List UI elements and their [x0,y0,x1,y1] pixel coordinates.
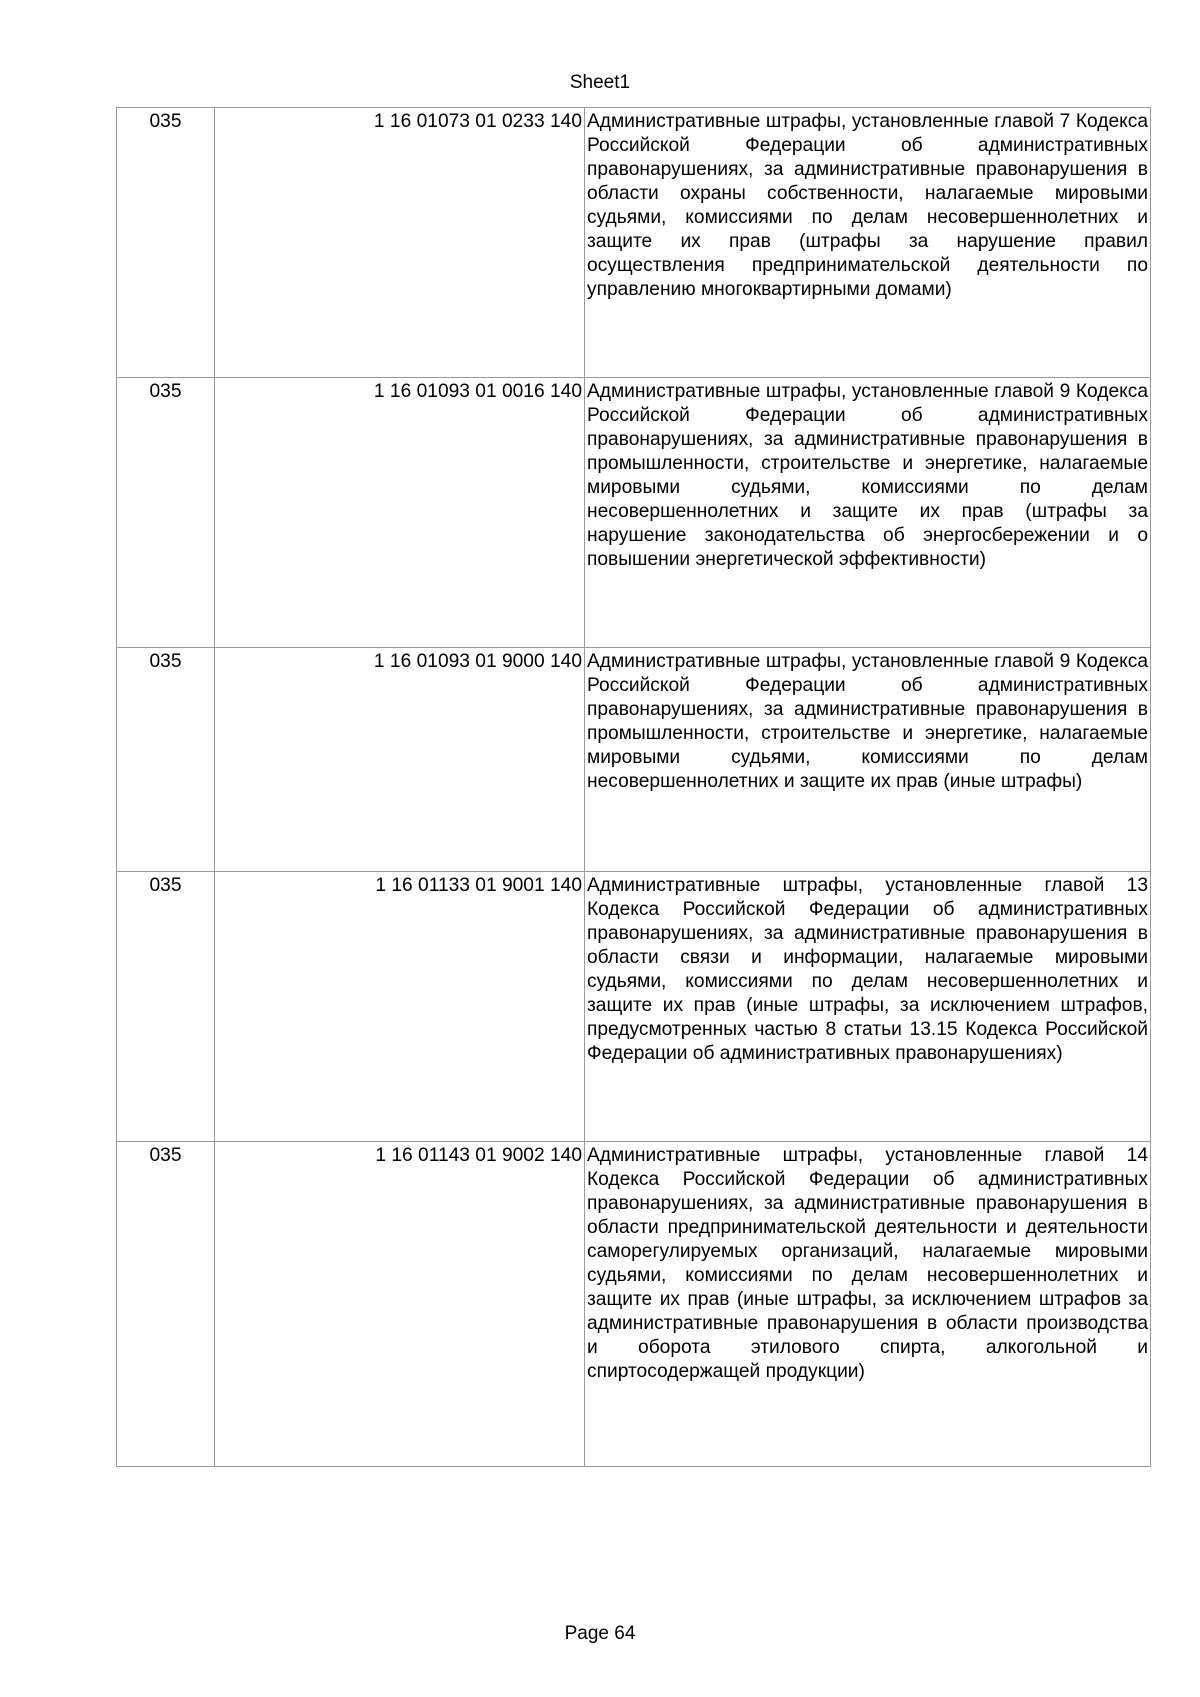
table-row [117,108,1151,378]
admin-code-cell: 035 [117,108,215,378]
kbk-code-cell: 1 16 01093 01 9000 140 [215,648,585,872]
description-cell: Административные штрафы, установленные главой 14 Кодекса Российской Федерации об административных правонарушениях, за административные правонарушения в области предпринимательской деятельности и деятельности саморегулируемых организаций, налагаемые мировыми судьями, комиссиями по делам несовершеннолетних и защите их прав (иные штрафы, за исключением штрафов за административные правонарушения в области производства и оборота этилового спирта, алкогольной и спиртосодержащей продукции) [585,1142,1151,1467]
description-cell: Административные штрафы, установленные главой 9 Кодекса Российской Федерации об административных правонарушениях, за административные правонарушения в промышленности, строительстве и энергетике, налагаемые мировыми судьями, комиссиями по делам несовершеннолетних и защите их прав (штрафы за нарушение законодательства об энергосбережении и о повышении энергетической эффективности) [585,378,1151,648]
table-row [117,378,1151,648]
kbk-code-cell: 1 16 01073 01 0233 140 [215,108,585,378]
admin-code-cell: 035 [117,378,215,648]
page-number: Page 64 [564,1623,636,1644]
sheet-title: Sheet1 [569,72,631,93]
kbk-code-cell: 1 16 01133 01 9001 140 [215,872,585,1142]
description-cell: Административные штрафы, установленные главой 9 Кодекса Российской Федерации об административных правонарушениях, за административные правонарушения в промышленности, строительстве и энергетике, налагаемые мировыми судьями, комиссиями по делам несовершеннолетних и защите их прав (иные штрафы) [585,648,1151,872]
kbk-code-cell: 1 16 01143 01 9002 140 [215,1142,585,1467]
admin-code-cell: 035 [117,872,215,1142]
description-cell: Административные штрафы, установленные главой 13 Кодекса Российской Федерации об административных правонарушениях, за административные правонарушения в области связи и информации, налагаемые мировыми судьями, комиссиями по делам несовершеннолетних и защите их прав (иные штрафы, за исключением штрафов, предусмотренных частью 8 статьи 13.15 Кодекса Российской Федерации об административных правонарушениях) [585,872,1151,1142]
admin-code-cell: 035 [117,648,215,872]
table-row [117,1142,1151,1467]
table-row [117,872,1151,1142]
description-cell: Административные штрафы, установленные главой 7 Кодекса Российской Федерации об административных правонарушениях, за административные правонарушения в области охраны собственности, налагаемые мировыми судьями, комиссиями по делам несовершеннолетних и защите их прав (штрафы за нарушение правил осуществления предпринимательской деятельности по управлению многоквартирными домами) [585,108,1151,378]
budget-classification-table [116,107,1151,1467]
table-row [117,648,1151,872]
kbk-code-cell: 1 16 01093 01 0016 140 [215,378,585,648]
admin-code-cell: 035 [117,1142,215,1467]
